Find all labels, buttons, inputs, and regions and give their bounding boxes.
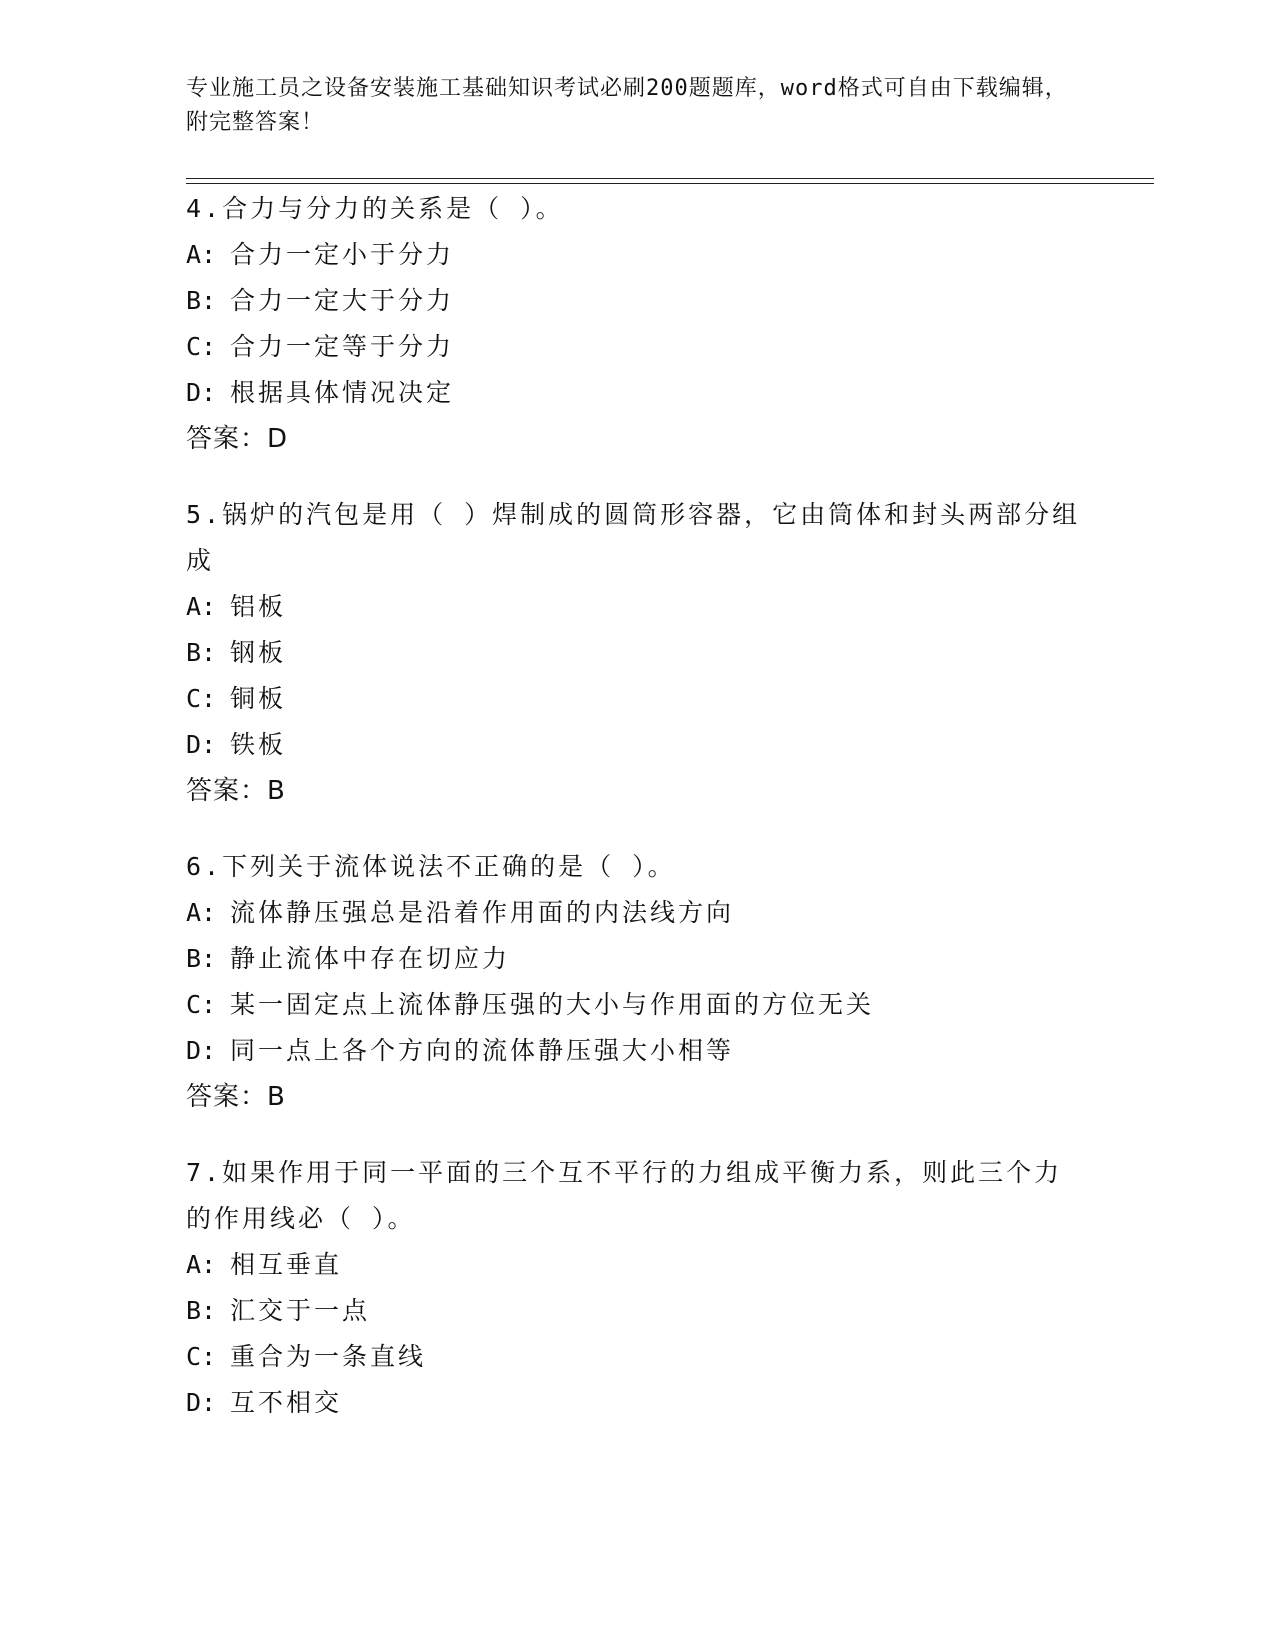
question-item [186,844,1086,1120]
option-letter: B: [186,286,217,315]
question-item [186,186,1086,462]
option-d [186,1028,1086,1074]
option-text: 相互垂直 [230,1250,343,1279]
option-text: 合力一定等于分力 [230,332,455,361]
option-text: 合力一定大于分力 [230,286,455,315]
option-text: 铁板 [230,730,287,759]
option-text: 铜板 [230,684,287,713]
option-text: 重合为一条直线 [230,1342,427,1371]
question-item [186,492,1086,814]
option-text: 互不相交 [230,1388,343,1417]
option-b [186,1288,1086,1334]
question-stem: 6.下列关于流体说法不正确的是（ ）。 [186,852,676,881]
option-letter: A: [186,898,217,927]
option-letter: C: [186,684,217,713]
option-b [186,936,1086,982]
option-letter: A: [186,1250,217,1279]
option-letter: A: [186,592,217,621]
option-c [186,1334,1086,1380]
option-letter: D: [186,378,217,407]
option-b [186,630,1086,676]
option-c [186,676,1086,722]
option-letter: B: [186,944,217,973]
option-letter: D: [186,730,217,759]
option-letter: C: [186,1342,217,1371]
option-text: 流体静压强总是沿着作用面的内法线方向 [230,898,735,927]
header-divider-top [186,178,1154,179]
option-text: 根据具体情况决定 [230,378,455,407]
option-letter: A: [186,240,217,269]
answer-line: 答案：B [186,776,286,806]
question-list [186,186,1086,1456]
option-letter: B: [186,638,217,667]
option-text: 合力一定小于分力 [230,240,455,269]
question-stem: 7.如果作用于同一平面的三个互不平行的力组成平衡力系，则此三个力的作用线必（ ）。 [186,1158,1063,1233]
option-c [186,324,1086,370]
option-text: 钢板 [230,638,287,667]
option-letter: C: [186,990,217,1019]
option-a [186,584,1086,630]
document-header: 专业施工员之设备安装施工基础知识考试必刷200题题库，word格式可自由下载编辑，附完整答案！ [186,76,1068,135]
option-d [186,1380,1086,1426]
option-letter: B: [186,1296,217,1325]
option-c [186,982,1086,1028]
option-text: 汇交于一点 [230,1296,371,1325]
option-b [186,278,1086,324]
answer-line: 答案：B [186,1082,286,1112]
option-text: 铝板 [230,592,287,621]
option-letter: D: [186,1036,217,1065]
question-item [186,1150,1086,1426]
question-stem: 5.锅炉的汽包是用（ ）焊制成的圆筒形容器，它由筒体和封头两部分组成 [186,500,1081,575]
option-letter: D: [186,1388,217,1417]
option-text: 某一固定点上流体静压强的大小与作用面的方位无关 [230,990,875,1019]
option-a [186,232,1086,278]
option-text: 同一点上各个方向的流体静压强大小相等 [230,1036,735,1065]
option-letter: C: [186,332,217,361]
header-divider-bottom [186,183,1154,184]
answer-line: 答案：D [186,424,289,454]
question-stem: 4.合力与分力的关系是（ ）。 [186,194,564,223]
option-a [186,1242,1086,1288]
option-d [186,722,1086,768]
option-a [186,890,1086,936]
option-d [186,370,1086,416]
option-text: 静止流体中存在切应力 [230,944,511,973]
